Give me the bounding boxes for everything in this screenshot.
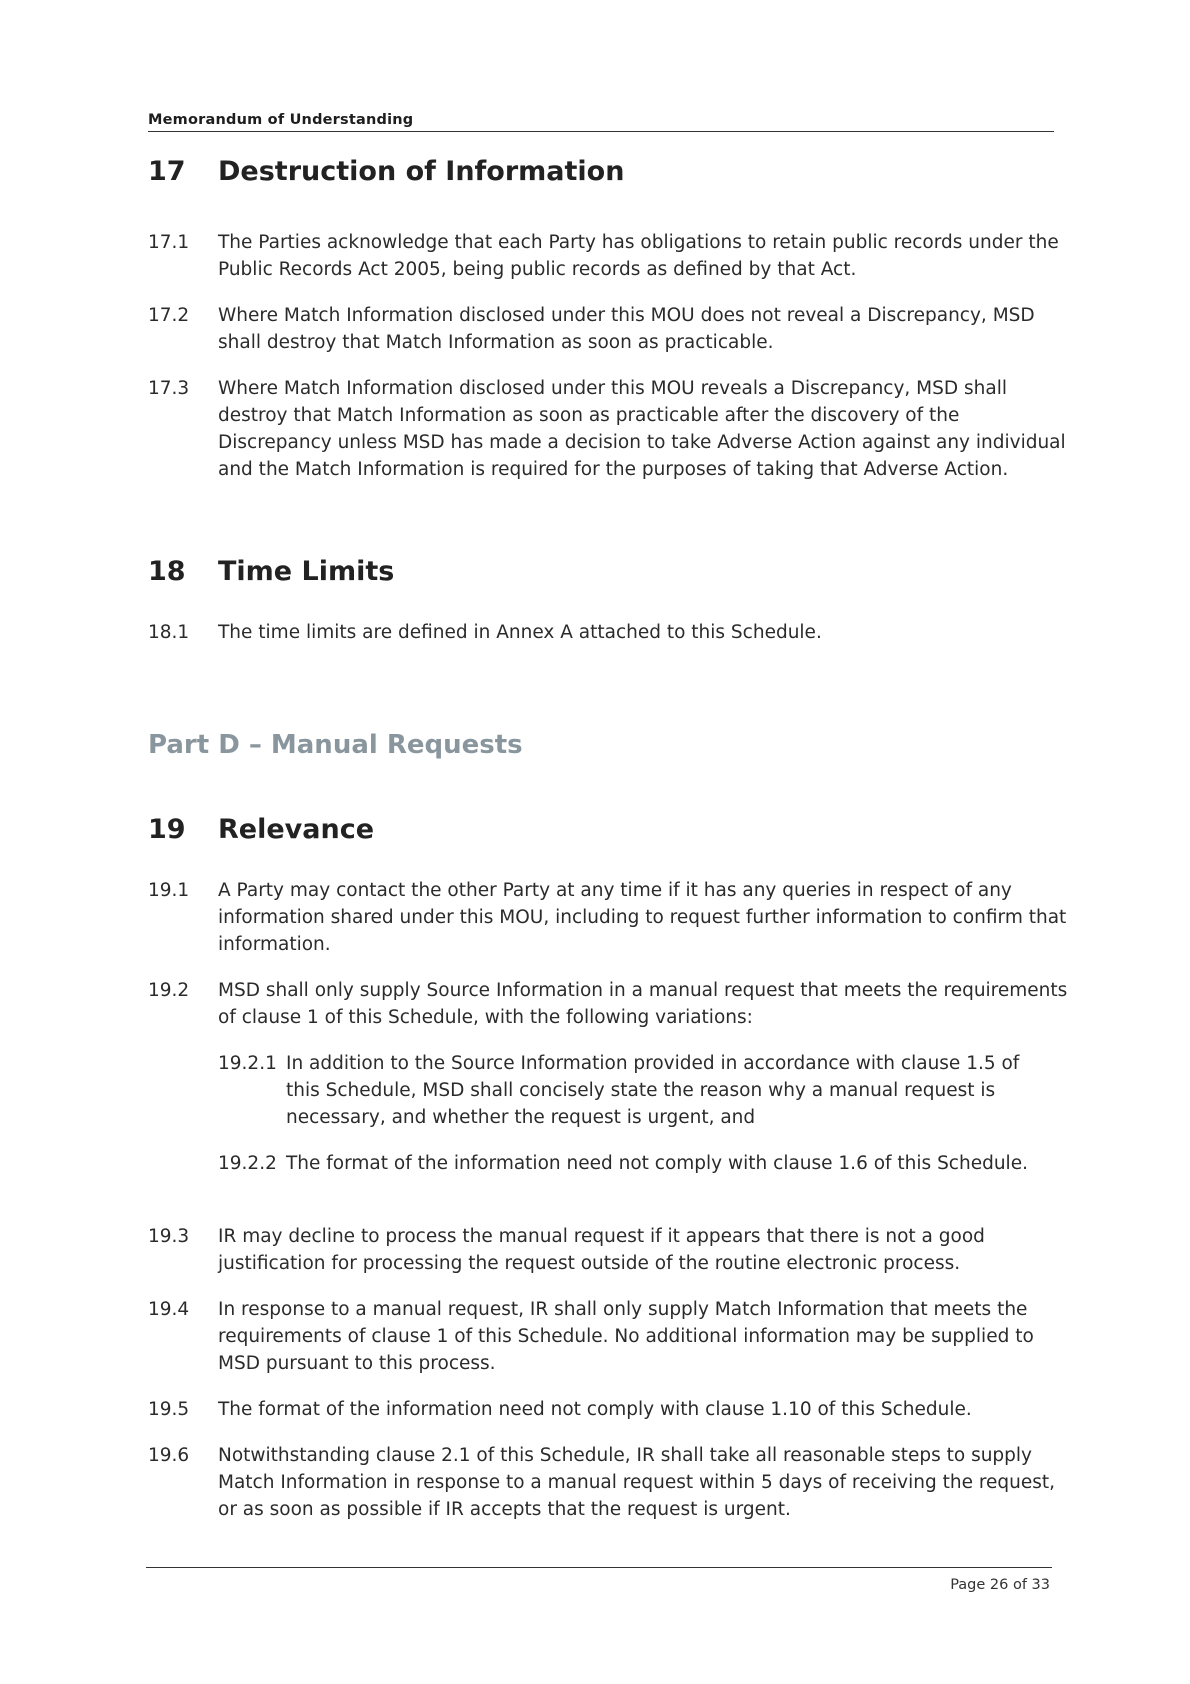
section-number: 18	[148, 556, 186, 587]
clause-number: 18.1	[148, 622, 190, 643]
part-heading: Part D – Manual Requests	[148, 730, 523, 760]
section-title: Destruction of Information	[218, 156, 625, 187]
clause-number: 17.3	[148, 378, 190, 399]
subclause-text: In addition to the Source Information provided in accordance with clause 1.5 of this Schedule, MSD shall concisely state the reason why a manual request is necessary, and whether the request is urgent, and	[286, 1053, 1020, 1128]
header-divider	[148, 131, 1054, 132]
clause-number: 19.6	[148, 1445, 190, 1466]
clause-number: 17.1	[148, 232, 190, 253]
clause-text: The time limits are defined in Annex A attached to this Schedule.	[218, 622, 822, 643]
clause-number: 17.2	[148, 305, 190, 326]
clause-text: Notwithstanding clause 2.1 of this Schedule, IR shall take all reasonable steps to supply Match Information in response to a manual request within 5 days of receiving the request, or as soon as possible if IR accepts that the request is urgent.	[218, 1445, 1056, 1520]
subclause-number: 19.2.2	[218, 1153, 277, 1174]
subclause-text: The format of the information need not comply with clause 1.6 of this Schedule.	[286, 1153, 1028, 1174]
clause-text: Where Match Information disclosed under this MOU reveals a Discrepancy, MSD shall destroy that Match Information as soon as practicable after the discovery of the Discrepancy unless MSD has made a decision to take Adverse Action against any individual and the Match Information is required for the purposes of taking that Adverse Action.	[218, 378, 1066, 480]
clause-text: Where Match Information disclosed under this MOU does not reveal a Discrepancy, MSD shall destroy that Match Information as soon as practicable.	[218, 305, 1035, 353]
clause-text: IR may decline to process the manual request if it appears that there is not a good justification for processing the request outside of the routine electronic process.	[218, 1226, 985, 1274]
clause-number: 19.2	[148, 980, 190, 1001]
page-header-title: Memorandum of Understanding	[148, 112, 414, 128]
clause-number: 19.5	[148, 1399, 190, 1420]
page-number: Page 26 of 33	[950, 1577, 1050, 1593]
clause-number: 19.3	[148, 1226, 190, 1247]
section-title: Relevance	[218, 814, 375, 845]
clause-text: MSD shall only supply Source Information in a manual request that meets the requirements of clause 1 of this Schedule, with the following variations:	[218, 980, 1068, 1028]
clause-number: 19.4	[148, 1299, 190, 1320]
clause-text: In response to a manual request, IR shall only supply Match Information that meets the requirements of clause 1 of this Schedule. No additional information may be supplied to MSD pursuant to this process.	[218, 1299, 1034, 1374]
section-number: 17	[148, 156, 186, 187]
section-number: 19	[148, 814, 186, 845]
footer-divider	[146, 1567, 1052, 1568]
subclause-number: 19.2.1	[218, 1053, 277, 1074]
section-title: Time Limits	[218, 556, 395, 587]
clause-text: A Party may contact the other Party at any time if it has any queries in respect of any information shared under this MOU, including to request further information to confirm that information.	[218, 880, 1067, 955]
clause-text: The format of the information need not comply with clause 1.10 of this Schedule.	[218, 1399, 972, 1420]
clause-text: The Parties acknowledge that each Party has obligations to retain public records under the Public Records Act 2005, being public records as defined by that Act.	[218, 232, 1059, 280]
clause-number: 19.1	[148, 880, 190, 901]
